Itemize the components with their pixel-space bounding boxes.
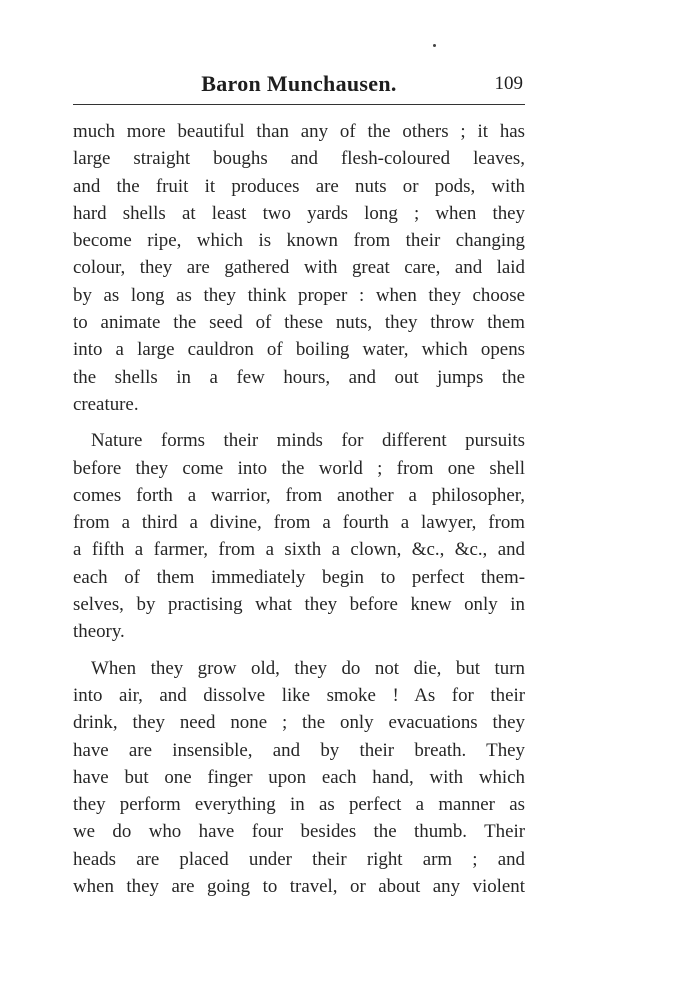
text-line: become ripe, which is known from their changing — [73, 230, 525, 252]
ink-speck — [433, 44, 436, 47]
text-line: heads are placed under their right arm ; and — [73, 848, 525, 870]
text-line: by as long as they think proper : when they choose — [73, 284, 525, 306]
text-line: a fifth a farmer, from a sixth a clown, &c., &c., and — [73, 539, 525, 561]
text-line: selves, by practising what they before knew only in — [73, 594, 525, 616]
book-page — [73, 0, 525, 1000]
text-line: drink, they need none ; the only evacuations they — [73, 712, 525, 734]
text-line: hard shells at least two yards long ; when they — [73, 202, 525, 224]
text-line: into air, and dissolve like smoke ! As for their — [73, 684, 525, 706]
text-line: have are insensible, and by their breath. They — [73, 739, 525, 761]
text-line: large straight boughs and flesh-coloured leaves, — [73, 148, 525, 170]
page-number: 109 — [494, 73, 523, 94]
text-line: Nature forms their minds for different pursuits — [91, 430, 525, 452]
text-line: they perform everything in as perfect a manner as — [73, 794, 525, 816]
text-line: before they come into the world ; from one shell — [73, 457, 525, 479]
text-line: when they are going to travel, or about any violent — [73, 876, 525, 898]
paragraph — [73, 427, 525, 645]
text-line: much more beautiful than any of the others ; it has — [73, 121, 525, 142]
text-line: comes forth a warrior, from another a philosopher, — [73, 484, 525, 506]
text-line: colour, they are gathered with great care, and laid — [73, 257, 525, 279]
text-line: into a large cauldron of boiling water, which opens — [73, 339, 525, 361]
text-line: the shells in a few hours, and out jumps the — [73, 366, 525, 388]
text-line: When they grow old, they do not die, but turn — [91, 657, 525, 679]
paragraph — [73, 118, 525, 418]
text-line: each of them immediately begin to perfect them- — [73, 566, 525, 588]
text-line: from a third a divine, from a fourth a lawyer, from — [73, 512, 525, 534]
text-line: creature. — [73, 393, 139, 415]
running-title: Baron Munchausen. — [201, 71, 397, 96]
running-head — [73, 70, 525, 105]
text-line: to animate the seed of these nuts, they throw them — [73, 312, 525, 334]
text-line: have but one finger upon each hand, with which — [73, 766, 525, 788]
text-line: we do who have four besides the thumb. Their — [73, 821, 525, 843]
paragraph — [73, 655, 525, 901]
text-line: and the fruit it produces are nuts or pods, with — [73, 175, 525, 197]
body-text — [73, 118, 525, 909]
text-line: theory. — [73, 621, 125, 643]
